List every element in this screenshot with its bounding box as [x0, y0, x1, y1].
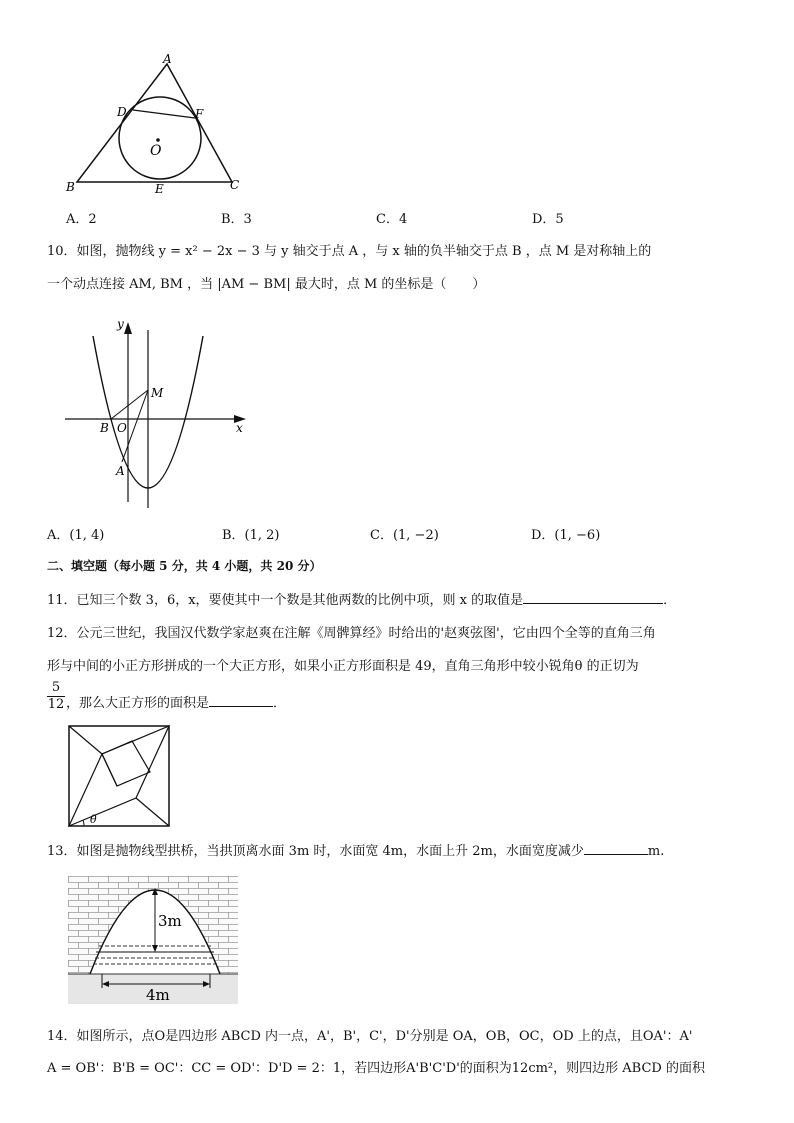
q11-end: ．	[663, 593, 677, 608]
q10-label-y: y	[117, 317, 124, 331]
q13-end: m.	[647, 844, 665, 859]
q12-frac-num: 5	[47, 680, 65, 697]
q13-arch-bridge-figure	[68, 876, 238, 1004]
q12-text-line3: ，那么大正方形的面积是	[66, 696, 210, 711]
q13-line	[47, 840, 664, 859]
q12-text-line2: 形与中间的小正方形拼成的一个大正方形，如果小正方形面积是 49，直角三角形中较小锐角θ 的正切为	[47, 659, 639, 674]
q13-text: 13．如图是抛物线型拱桥，当拱顶离水面 3m 时，水面宽 4m，水面上升 2m，水面宽度减少	[47, 844, 584, 859]
q9-label-a: A	[163, 52, 172, 66]
q9-label-o: O	[150, 143, 162, 159]
q12-zhao-shuang-figure	[66, 724, 172, 828]
q12-frac-den: 12	[47, 697, 65, 712]
q10-label-x: x	[236, 421, 243, 435]
q10-parabola-figure	[60, 310, 260, 510]
q12-answer-blank[interactable]	[209, 694, 273, 707]
section-title-fill-in: 二、填空题（每小题 5 分，共 4 小题，共 20 分）	[47, 559, 322, 573]
q14-text-line1: 14．如图所示，点O是四边形 ABCD 内一点，A'，B'，C'，D'分别是 OA，OB，OC，OD 上的点，且OA'：A'	[47, 1029, 693, 1044]
q9-label-b: B	[66, 180, 75, 194]
q10-text-line2: 一个动点连接 AM, BM ，当 |AM − BM| 最大时，点 M 的坐标是（ ）	[47, 277, 486, 292]
q13-answer-blank[interactable]	[584, 842, 648, 855]
q13-label-3m: 3m	[158, 912, 182, 930]
q9-option-d: D．5	[532, 212, 564, 227]
q11-answer-blank[interactable]	[523, 591, 663, 604]
q10-label-b: B	[100, 421, 109, 435]
q11-text: 11．已知三个数 3，6，x，要使其中一个数是其他两数的比例中项，则 x 的取值是	[47, 593, 524, 608]
q10-label-a: A	[116, 464, 125, 478]
q12-line3	[66, 692, 286, 711]
q10-option-b: B．(1, 2)	[222, 528, 280, 543]
q13-label-4m: 4m	[146, 986, 170, 1004]
q10-option-a: A．(1, 4)	[47, 528, 105, 543]
q11-line	[47, 589, 676, 608]
q10-label-o: O	[117, 421, 127, 435]
q9-triangle-figure	[60, 48, 260, 198]
q12-text-line1: 12．公元三世纪，我国汉代数学家赵爽在注解《周髀算经》时给出的'赵爽弦图'，它由四个全等的直角三角	[47, 626, 656, 641]
q14-text-line2: A = OB'：B'B = OC'：CC = OD'：D'D = 2：1，若四边形A'B'C'D'的面积为12cm²，则四边形 ABCD 的面积	[47, 1061, 705, 1076]
q9-option-a: A．2	[66, 212, 97, 227]
q9-label-c: C	[230, 178, 240, 192]
q12-fraction	[47, 680, 65, 713]
q10-option-d: D．(1, −6)	[531, 528, 601, 543]
q12-end: ．	[273, 696, 287, 711]
q12-theta-label: θ	[90, 813, 97, 826]
q10-text-line1: 10．如图，抛物线 y = x² − 2x − 3 与 y 轴交于点 A ，与 x 轴的负半轴交于点 B ，点 M 是对称轴上的	[47, 244, 652, 259]
q10-label-m: M	[151, 386, 164, 400]
q9-option-c: C．4	[376, 212, 408, 227]
q10-option-c: C．(1, −2)	[370, 528, 439, 543]
q9-label-f: F	[195, 107, 204, 121]
q9-label-d: D	[117, 105, 127, 119]
q9-label-e: E	[155, 182, 164, 196]
q9-option-b: B．3	[221, 212, 252, 227]
